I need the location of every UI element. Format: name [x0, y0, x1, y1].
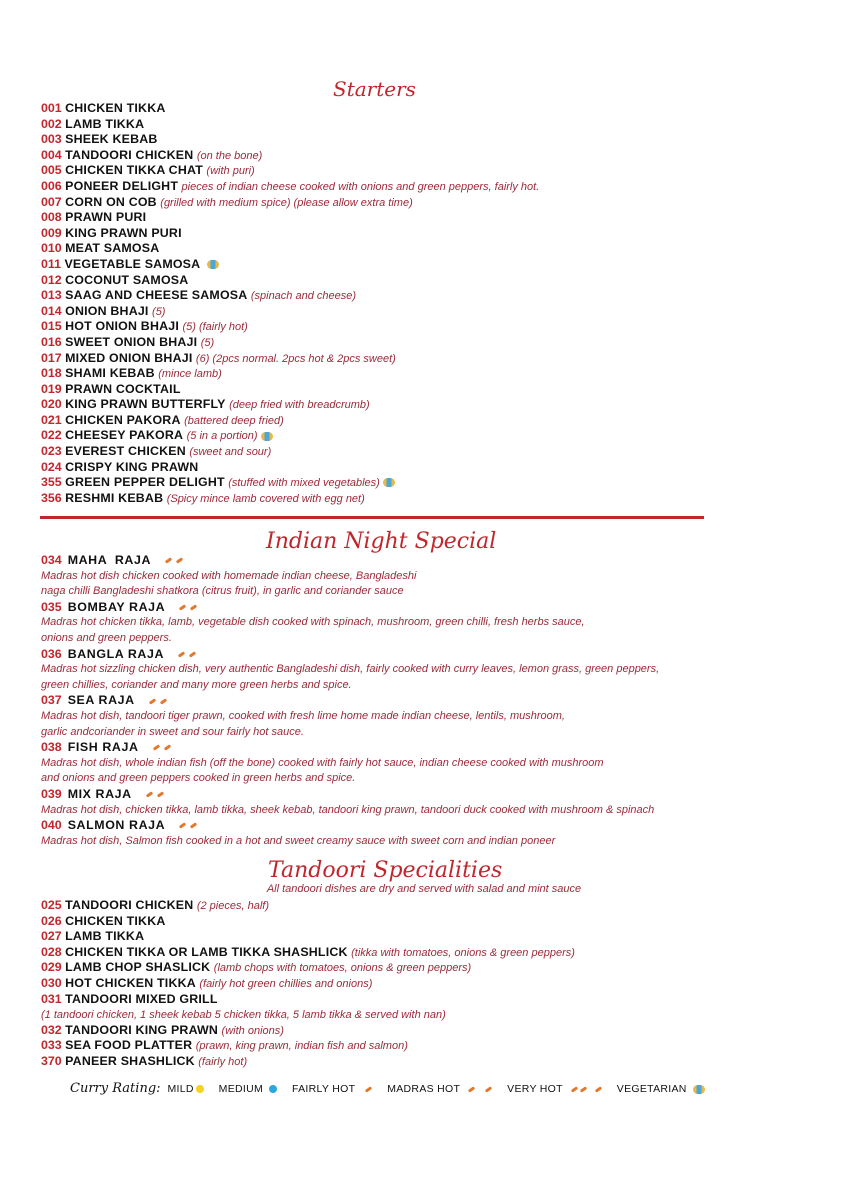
legend-madras-hot: MADRAS HOT: [387, 1083, 492, 1095]
menu-item: [41, 1007, 575, 1023]
special-item-heading: [41, 647, 801, 663]
special-item-heading: [41, 740, 801, 756]
menu-item: [41, 945, 575, 961]
legend-fairly-hot: FAIRLY HOT: [292, 1083, 372, 1095]
item-number: 030: [41, 975, 62, 990]
item-description: Madras hot chicken tikka, lamb, vegetable dish cooked with spinach, mushroom, green chilli, fresh herbs sauce,: [41, 616, 585, 629]
menu-item: [41, 929, 575, 945]
item-number: 012: [41, 272, 62, 287]
item-description: (deep fried with breadcrumb): [229, 399, 370, 412]
menu-item: [41, 148, 539, 164]
menu-item: [41, 960, 575, 976]
item-name: MIXED ONION BHAJI: [65, 350, 193, 365]
item-description: pieces of indian cheese cooked with onions and green peppers, fairly hot.: [181, 180, 540, 193]
menu-item: [41, 319, 539, 335]
chili-icon: [148, 698, 155, 704]
item-number: 017: [41, 350, 62, 365]
item-description: (on the bone): [196, 149, 263, 162]
chili-icon: [571, 1086, 578, 1092]
legend-medium: MEDIUM: [219, 1083, 277, 1095]
item-number: 019: [41, 381, 62, 396]
menu-item: [41, 1038, 575, 1054]
item-description: (stuffed with mixed vegetables): [228, 477, 380, 490]
item-number: 016: [41, 334, 62, 349]
special-item-heading: [41, 553, 801, 569]
item-name: MAHA RAJA: [67, 553, 152, 567]
item-name: SALMON RAJA: [67, 818, 166, 833]
menu-item: [41, 992, 575, 1008]
chili-icon: [163, 745, 170, 751]
mild-dot-icon: [196, 1085, 204, 1093]
vegetarian-icon: [383, 478, 395, 487]
tandoori-title: Tandoori Specialities: [268, 858, 503, 883]
item-number: 021: [41, 412, 62, 427]
item-name: PRAWN PURI: [65, 210, 147, 225]
item-name: SAAG AND CHEESE SAMOSA: [65, 288, 248, 303]
menu-item: [41, 1023, 575, 1039]
item-description: (battered deep fried): [184, 414, 284, 427]
item-name: PONEER DELIGHT: [65, 178, 179, 193]
tandoori-list: [41, 898, 575, 1070]
chili-icon: [178, 651, 185, 657]
menu-item: [41, 382, 539, 398]
item-description: (lamb chops with tomatoes, onions & green peppers): [213, 962, 472, 975]
item-name: HOT CHICKEN TIKKA: [65, 975, 196, 990]
item-name: TANDOORI MIXED GRILL: [65, 991, 218, 1006]
item-name: SEA FOOD PLATTER: [65, 1038, 193, 1053]
special-item-heading: [41, 787, 801, 803]
item-number: 038: [41, 740, 62, 755]
item-number: 035: [41, 599, 62, 614]
item-description: (spinach and cheese): [250, 290, 357, 303]
chili-icon: [179, 823, 186, 829]
item-number: 023: [41, 444, 62, 459]
menu-item: [41, 460, 539, 476]
menu-item: [41, 273, 539, 289]
item-number: 029: [41, 960, 62, 975]
chili-icon: [580, 1086, 587, 1092]
item-description: (2 pieces, half): [196, 900, 269, 912]
item-number: 006: [41, 178, 62, 193]
item-name: SHEEK KEBAB: [65, 132, 158, 147]
item-name: KING PRAWN BUTTERFLY: [65, 397, 226, 412]
chili-icon: [189, 651, 196, 657]
item-name: EVEREST CHICKEN: [65, 444, 186, 459]
chili-icon: [176, 557, 183, 563]
item-description: onions and green peppers.: [41, 631, 172, 644]
item-description: and onions and green peppers cooked in green herbs and spice.: [41, 772, 356, 785]
chili-icon: [179, 604, 186, 610]
item-number: 005: [41, 163, 62, 178]
item-number: 018: [41, 366, 62, 381]
item-name: VEGETABLE SAMOSA: [64, 256, 201, 271]
menu-item: [41, 179, 539, 195]
special-item-heading: [41, 600, 801, 616]
item-name: TANDOORI CHICKEN: [65, 898, 194, 912]
item-number: 034: [41, 553, 62, 567]
item-description: (grilled with medium spice) (please allow extra time): [160, 196, 413, 209]
item-name: BANGLA RAJA: [67, 646, 165, 661]
menu-item: [41, 351, 539, 367]
indian-night-list: [41, 553, 801, 849]
item-name: CHICKEN TIKKA OR LAMB TIKKA SHASHLICK: [65, 944, 348, 959]
chili-icon: [468, 1086, 475, 1092]
menu-item: [41, 914, 575, 930]
chili-icon: [190, 604, 197, 610]
item-number: 025: [41, 898, 62, 912]
item-name: CHICKEN PAKORA: [65, 412, 181, 427]
item-name: CRISPY KING PRAWN: [65, 459, 199, 474]
vegetarian-icon: [693, 1085, 705, 1094]
item-name: FISH RAJA: [67, 740, 139, 755]
starters-list: [41, 101, 539, 506]
item-number: 003: [41, 132, 62, 147]
madras-hot-rating: [175, 818, 197, 834]
menu-item: [41, 195, 539, 211]
item-description: (mince lamb): [158, 368, 222, 381]
item-name: TANDOORI KING PRAWN: [65, 1022, 219, 1037]
indian-night-title: Indian Night Special: [266, 529, 497, 554]
item-description: Madras hot dish, Salmon fish cooked in a hot and sweet creamy sauce with sweet corn and indian poneer: [41, 834, 556, 847]
item-name: COCONUT SAMOSA: [65, 272, 189, 287]
item-description: garlic andcoriander in sweet and sour fairly hot sauce.: [41, 725, 304, 738]
item-name: BOMBAY RAJA: [67, 599, 166, 614]
chili-icon: [145, 791, 152, 797]
item-number: 039: [41, 786, 62, 801]
item-number: 001: [41, 101, 62, 115]
item-description: (prawn, king prawn, indian fish and salmon): [195, 1040, 408, 1053]
item-number: 004: [41, 147, 62, 162]
tandoori-note: All tandoori dishes are dry and served with salad and mint sauce: [266, 883, 582, 895]
menu-item: [41, 226, 539, 242]
special-item-heading: [41, 693, 801, 709]
item-description: (fairly hot green chillies and onions): [199, 977, 373, 990]
item-name: LAMB TIKKA: [65, 929, 145, 944]
item-description: (Spicy mince lamb covered with egg net): [166, 492, 365, 505]
menu-item: [41, 976, 575, 992]
item-description: (5 in a portion): [186, 430, 258, 443]
item-name: CORN ON COB: [65, 194, 157, 209]
menu-item: [41, 210, 539, 226]
item-name: LAMB CHOP SHASLICK: [65, 960, 211, 975]
item-name: MEAT SAMOSA: [65, 241, 160, 256]
menu-item: [41, 397, 539, 413]
item-name: CHICKEN TIKKA: [65, 101, 166, 115]
item-description: (tikka with tomatoes, onions & green peppers): [351, 946, 575, 959]
item-name: HOT ONION BHAJI: [65, 319, 179, 334]
chili-icon: [595, 1086, 602, 1092]
chili-icon: [156, 791, 163, 797]
item-number: 031: [41, 991, 62, 1006]
menu-item: [41, 117, 539, 133]
chili-icon: [190, 823, 197, 829]
chili-icon: [365, 1086, 372, 1092]
item-description: Madras hot dish chicken cooked with homemade indian cheese, Bangladeshi: [41, 569, 417, 582]
item-number: 024: [41, 459, 62, 474]
item-description: (5): [200, 336, 215, 349]
madras-hot-rating: [161, 553, 183, 569]
menu-item: [41, 366, 539, 382]
item-number: 010: [41, 241, 62, 256]
chili-icon: [152, 745, 159, 751]
item-number: 033: [41, 1038, 62, 1053]
menu-item: [41, 132, 539, 148]
chili-icon: [165, 557, 172, 563]
item-description: (1 tandoori chicken, 1 sheek kebab 5 chicken tikka, 5 lamb tikka & served with nan): [41, 1009, 446, 1022]
item-name: PANEER SHASHLICK: [65, 1053, 195, 1068]
menu-item: [41, 304, 539, 320]
menu-item: [41, 475, 539, 491]
item-name: MIX RAJA: [67, 786, 132, 801]
item-number: 009: [41, 225, 62, 240]
menu-item: [41, 491, 539, 507]
item-number: 014: [41, 303, 62, 318]
item-number: 037: [41, 693, 62, 708]
item-description: (5): [152, 305, 166, 318]
menu-item: [41, 335, 539, 351]
legend-vegetarian: VEGETARIAN: [617, 1083, 705, 1095]
madras-hot-rating: [145, 693, 167, 709]
legend-label: Curry Rating:: [70, 1081, 161, 1096]
item-number: 040: [41, 818, 62, 833]
item-name: ONION BHAJI: [65, 303, 149, 318]
item-name: CHICKEN TIKKA CHAT: [65, 163, 203, 178]
item-number: 002: [41, 116, 62, 131]
item-number: 026: [41, 913, 62, 928]
curry-rating-legend: [70, 1081, 717, 1096]
item-number: 022: [41, 428, 62, 443]
item-description: Madras hot sizzling chicken dish, very authentic Bangladeshi dish, fairly cooked with curry leaves, lemon grass, green peppers,: [41, 663, 660, 676]
item-name: GREEN PEPPER DELIGHT: [65, 475, 225, 490]
madras-hot-rating: [149, 740, 171, 756]
madras-hot-rating: [142, 787, 164, 803]
item-number: 015: [41, 319, 62, 334]
item-name: KING PRAWN PURI: [65, 225, 182, 240]
legend-very-hot: VERY HOT: [507, 1083, 602, 1095]
item-name: CHICKEN TIKKA: [65, 913, 166, 928]
menu-item: [41, 241, 539, 257]
chili-icon: [485, 1086, 492, 1092]
item-name: CHEESEY PAKORA: [65, 428, 184, 443]
item-description: (with puri): [206, 165, 255, 178]
item-number: 020: [41, 397, 62, 412]
item-description: naga chilli Bangladeshi shatkora (citrus fruit), in garlic and coriander sauce: [41, 585, 404, 598]
item-name: RESHMI KEBAB: [65, 490, 164, 505]
item-number: 011: [41, 256, 61, 271]
madras-hot-rating: [175, 600, 197, 616]
vegetarian-icon: [207, 260, 219, 269]
chili-icon: [159, 698, 166, 704]
item-number: 370: [41, 1053, 62, 1068]
item-description: (5) (fairly hot): [182, 321, 248, 334]
item-name: PRAWN COCKTAIL: [65, 381, 181, 396]
item-number: 027: [41, 929, 62, 944]
item-description: (6) (2pcs normal. 2pcs hot & 2pcs sweet): [195, 352, 396, 365]
vegetarian-icon: [261, 432, 273, 441]
item-description: Madras hot dish, tandoori tiger prawn, cooked with fresh lime home made indian cheese, lentils, mushroom,: [41, 709, 565, 722]
item-description: (sweet and sour): [189, 446, 272, 459]
menu-item: [41, 413, 539, 429]
menu-item: [41, 1054, 575, 1070]
item-number: 356: [41, 490, 62, 505]
menu-item: [41, 444, 539, 460]
item-description: Madras hot dish, chicken tikka, lamb tikka, sheek kebab, tandoori king prawn, tandoori duck cooked with mushroom & spinach: [41, 803, 655, 816]
special-item-heading: [41, 818, 801, 834]
item-description: (with onions): [221, 1024, 284, 1037]
menu-item: [41, 898, 575, 914]
legend-mild: MILD: [167, 1083, 203, 1095]
item-number: 013: [41, 288, 62, 303]
item-name: SEA RAJA: [67, 693, 135, 708]
item-number: 355: [41, 475, 62, 490]
item-number: 008: [41, 210, 62, 225]
madras-hot-rating: [174, 647, 196, 663]
item-description: green chillies, coriander and many more green herbs and spice.: [41, 678, 352, 691]
menu-item: [41, 163, 539, 179]
menu-item: [41, 428, 539, 444]
item-name: SHAMI KEBAB: [65, 366, 155, 381]
item-description: (fairly hot): [198, 1055, 248, 1068]
medium-dot-icon: [269, 1085, 277, 1093]
starters-title: Starters: [333, 77, 416, 101]
item-description: Madras hot dish, whole indian fish (off the bone) cooked with fairly hot sauce, indian cheese cooked with mushroom: [41, 756, 604, 769]
item-number: 032: [41, 1022, 62, 1037]
item-number: 007: [41, 194, 62, 209]
item-number: 036: [41, 646, 62, 661]
item-name: TANDOORI CHICKEN: [65, 147, 194, 162]
menu-item: [41, 288, 539, 304]
menu-item: [41, 257, 539, 273]
item-name: LAMB TIKKA: [65, 116, 145, 131]
section-divider: [40, 516, 704, 519]
item-number: 028: [41, 944, 62, 959]
item-name: SWEET ONION BHAJI: [65, 334, 198, 349]
menu-item: [41, 101, 539, 117]
